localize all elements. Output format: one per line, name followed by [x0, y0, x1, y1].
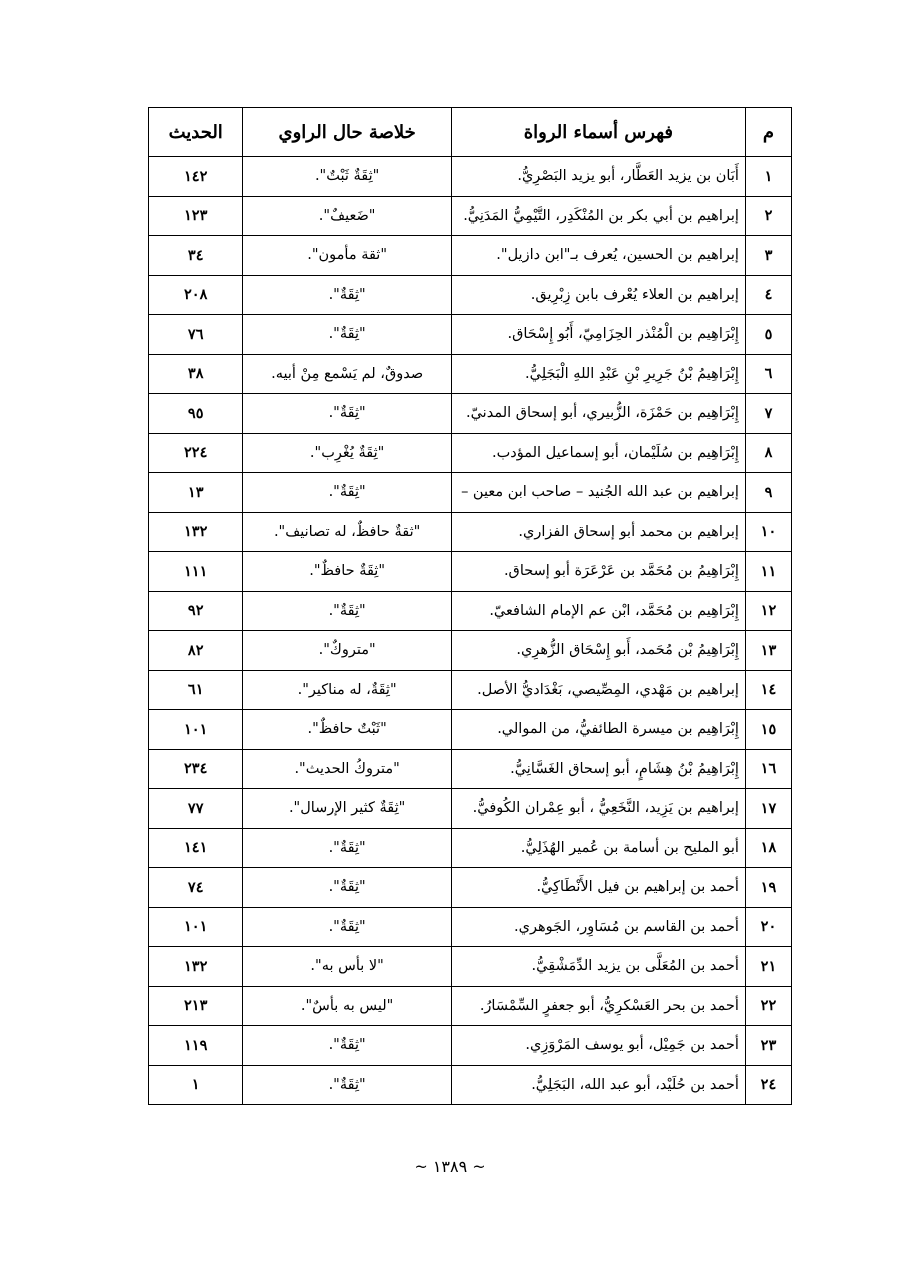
row-number: ٨ [745, 433, 791, 473]
row-number: ١٣ [745, 631, 791, 671]
hadith-number: ١٤١ [149, 828, 243, 868]
row-number: ٤ [745, 275, 791, 315]
narrator-status: "ثِقَةٌ". [243, 868, 451, 908]
row-number: ١٨ [745, 828, 791, 868]
narrator-name: إِبْرَاهِيمُ بْنُ جَرِيرِ بْنِ عَبْدِ اللهِ الْبَجَلِيُّ. [451, 354, 745, 394]
narrator-name: إبراهيم بن العلاء يُعْرف بابن زِبْرِيق. [451, 275, 745, 315]
narrator-name: أحمد بن جَمِيْل، أبو يوسف المَرْوَزِي. [451, 1026, 745, 1066]
table-row [149, 354, 792, 394]
table-row [149, 947, 792, 987]
hadith-number: ١٣٢ [149, 947, 243, 987]
table-row [149, 315, 792, 355]
row-number: ٢٤ [745, 1065, 791, 1105]
hadith-number: ٢٠٨ [149, 275, 243, 315]
narrator-name: أَبَان بن يزيد العَطَّار، أبو يزيد البَصْرِيُّ. [451, 157, 745, 197]
header-index: م [745, 108, 791, 157]
narrator-name: إبراهيم بن أبي بكر بن المُنْكَدِر، التَّيْمِيُّ المَدَنِيُّ. [451, 196, 745, 236]
narrator-name: أحمد بن القاسم بن مُسَاوِر، الجَوهري. [451, 907, 745, 947]
narrator-name: إِبْرَاهِيم بن حَمْزَة، الزُّبيري، أبو إسحاق المدنيّ. [451, 394, 745, 434]
row-number: ١١ [745, 552, 791, 592]
narrator-status: "ثِقَةٌ، له مناكير". [243, 670, 451, 710]
narrator-name: إبراهيم بن الحسين، يُعرف بـ"ابن دازيل". [451, 236, 745, 276]
hadith-number: ١٣ [149, 473, 243, 513]
row-number: ١٤ [745, 670, 791, 710]
table-row [149, 512, 792, 552]
table-row [149, 394, 792, 434]
hadith-number: ٩٥ [149, 394, 243, 434]
narrator-status: "ضَعيفٌ". [243, 196, 451, 236]
table-row [149, 157, 792, 197]
row-number: ١٧ [745, 789, 791, 829]
narrator-status: "ثِقَةٌ ثَبْتٌ". [243, 157, 451, 197]
narrator-status: "ليس به بأسٌ". [243, 986, 451, 1026]
narrator-status: "ثَبْتٌ حافظٌ". [243, 710, 451, 750]
narrator-name: إبراهيم بن عبد الله الجُنيد – صاحب ابن معين – [451, 473, 745, 513]
table-row [149, 196, 792, 236]
narrator-status: "ثِقَةٌ". [243, 1026, 451, 1066]
narrator-name: إِبْرَاهِيمُ بْنُ هِشَامٍ، أبو إسحاق الغَسَّانِيُّ. [451, 749, 745, 789]
row-number: ١٥ [745, 710, 791, 750]
row-number: ١٦ [745, 749, 791, 789]
narrator-status: "ثقةٌ حافظٌ، له تصانيف". [243, 512, 451, 552]
narrator-name: إِبْرَاهِيم بن ميسرة الطائفيُّ، من الموالي. [451, 710, 745, 750]
narrator-status: "ثِقَةٌ". [243, 1065, 451, 1105]
narrator-status: "متروكٌ". [243, 631, 451, 671]
narrator-status: "ثِقَةٌ يُغْرِب". [243, 433, 451, 473]
narrator-name: إِبْرَاهِيم بن مُحَمَّد، ابْن عم الإمام الشافعيّ. [451, 591, 745, 631]
hadith-number: ٢٢٤ [149, 433, 243, 473]
narrator-status: "متروكُ الحديث". [243, 749, 451, 789]
narrator-status: "ثِقَةٌ". [243, 275, 451, 315]
narrator-name: أحمد بن إبراهيم بن فيل الأَنْطَاكِيُّ. [451, 868, 745, 908]
table-row [149, 710, 792, 750]
hadith-number: ٢٣٤ [149, 749, 243, 789]
hadith-number: ٣٨ [149, 354, 243, 394]
narrator-status: "ثِقَةٌ". [243, 473, 451, 513]
narrator-status: "ثقة مأمون". [243, 236, 451, 276]
row-number: ٢٠ [745, 907, 791, 947]
narrator-status: "ثِقَةٌ". [243, 315, 451, 355]
table-row [149, 907, 792, 947]
hadith-number: ٢١٣ [149, 986, 243, 1026]
row-number: ٥ [745, 315, 791, 355]
hadith-number: ٣٤ [149, 236, 243, 276]
narrator-name: إِبْرَاهِيمُ بن مُحَمَّد بن عَرْعَرَة أبو إسحاق. [451, 552, 745, 592]
row-number: ١٢ [745, 591, 791, 631]
narrator-status: "ثِقَةٌ". [243, 828, 451, 868]
table-row [149, 828, 792, 868]
hadith-number: ١١١ [149, 552, 243, 592]
hadith-number: ١ [149, 1065, 243, 1105]
narrator-name: إِبْرَاهِيمُ بْن مُحَمد، أَبو إِسْحَاق الزُّهرِي. [451, 631, 745, 671]
narrator-name: أحمد بن المُعَلَّى بن يزيد الدِّمَشْقِيُّ. [451, 947, 745, 987]
hadith-number: ٦١ [149, 670, 243, 710]
table-row [149, 236, 792, 276]
hadith-number: ١٠١ [149, 907, 243, 947]
hadith-number: ٨٢ [149, 631, 243, 671]
narrator-name: إِبْرَاهِيم بن الْمُنْذر الحِزَامِيّ، أَبُو إِسْحَاق. [451, 315, 745, 355]
narrator-status: "ثِقَةٌ". [243, 591, 451, 631]
table-row [149, 789, 792, 829]
header-status: خلاصة حال الراوي [243, 108, 451, 157]
hadith-number: ٧٤ [149, 868, 243, 908]
row-number: ١ [745, 157, 791, 197]
hadith-number: ١٣٢ [149, 512, 243, 552]
table-row [149, 1026, 792, 1066]
narrator-name: أحمد بن حُلَيْد، أبو عبد الله، البَجَلِيُّ. [451, 1065, 745, 1105]
hadith-number: ٧٧ [149, 789, 243, 829]
table-row [149, 670, 792, 710]
narrator-name: إبراهيم بن يَزِيد، النَّخَعِيُّ ، أبو عِمْران الكُوفيُّ. [451, 789, 745, 829]
narrator-name: إِبْرَاهِيم بن سُلَيْمان، أبو إسماعيل المؤدب. [451, 433, 745, 473]
table-row [149, 473, 792, 513]
hadith-number: ١٢٣ [149, 196, 243, 236]
hadith-number: ٧٦ [149, 315, 243, 355]
table-header-row [149, 108, 792, 157]
hadith-number: ١٠١ [149, 710, 243, 750]
narrator-status: "ثِقَةٌ حافظٌ". [243, 552, 451, 592]
narrator-status: "لا بأس به". [243, 947, 451, 987]
table-row [149, 631, 792, 671]
row-number: ٢٢ [745, 986, 791, 1026]
row-number: ١٩ [745, 868, 791, 908]
narrator-status: "ثِقَةٌ". [243, 394, 451, 434]
table-row [149, 275, 792, 315]
narrator-status: "ثِقَةٌ كثير الإرسال". [243, 789, 451, 829]
hadith-number: ١٤٢ [149, 157, 243, 197]
row-number: ٧ [745, 394, 791, 434]
table-row [149, 552, 792, 592]
header-hadith: الحديث [149, 108, 243, 157]
row-number: ٩ [745, 473, 791, 513]
table-row [149, 591, 792, 631]
narrators-table [148, 107, 792, 1105]
row-number: ٣ [745, 236, 791, 276]
table-row [149, 986, 792, 1026]
table-row [149, 433, 792, 473]
narrator-status: "ثِقَةٌ". [243, 907, 451, 947]
row-number: ١٠ [745, 512, 791, 552]
hadith-number: ٩٢ [149, 591, 243, 631]
table-row [149, 749, 792, 789]
narrator-name: إبراهيم بن مَهْدي، المِصِّيصي، بَغْدَاديُّ الأصل. [451, 670, 745, 710]
table-body [149, 157, 792, 1105]
page-number: ~ ١٣٨٩ ~ [414, 1157, 486, 1176]
row-number: ٢ [745, 196, 791, 236]
header-name: فهرس أسماء الرواة [451, 108, 745, 157]
narrator-name: إبراهيم بن محمد أبو إسحاق الفزاري. [451, 512, 745, 552]
table-row [149, 868, 792, 908]
row-number: ٢٣ [745, 1026, 791, 1066]
row-number: ٦ [745, 354, 791, 394]
narrator-status: صدوقٌ، لم يَسْمع مِنْ أبيه. [243, 354, 451, 394]
narrator-name: أبو المليح بن أسامة بن عُمير الهُذَلِيُّ. [451, 828, 745, 868]
table-row [149, 1065, 792, 1105]
hadith-number: ١١٩ [149, 1026, 243, 1066]
narrator-name: أحمد بن بحر العَسْكرِيُّ، أبو جعفرٍ السِّمْسَارُ. [451, 986, 745, 1026]
row-number: ٢١ [745, 947, 791, 987]
